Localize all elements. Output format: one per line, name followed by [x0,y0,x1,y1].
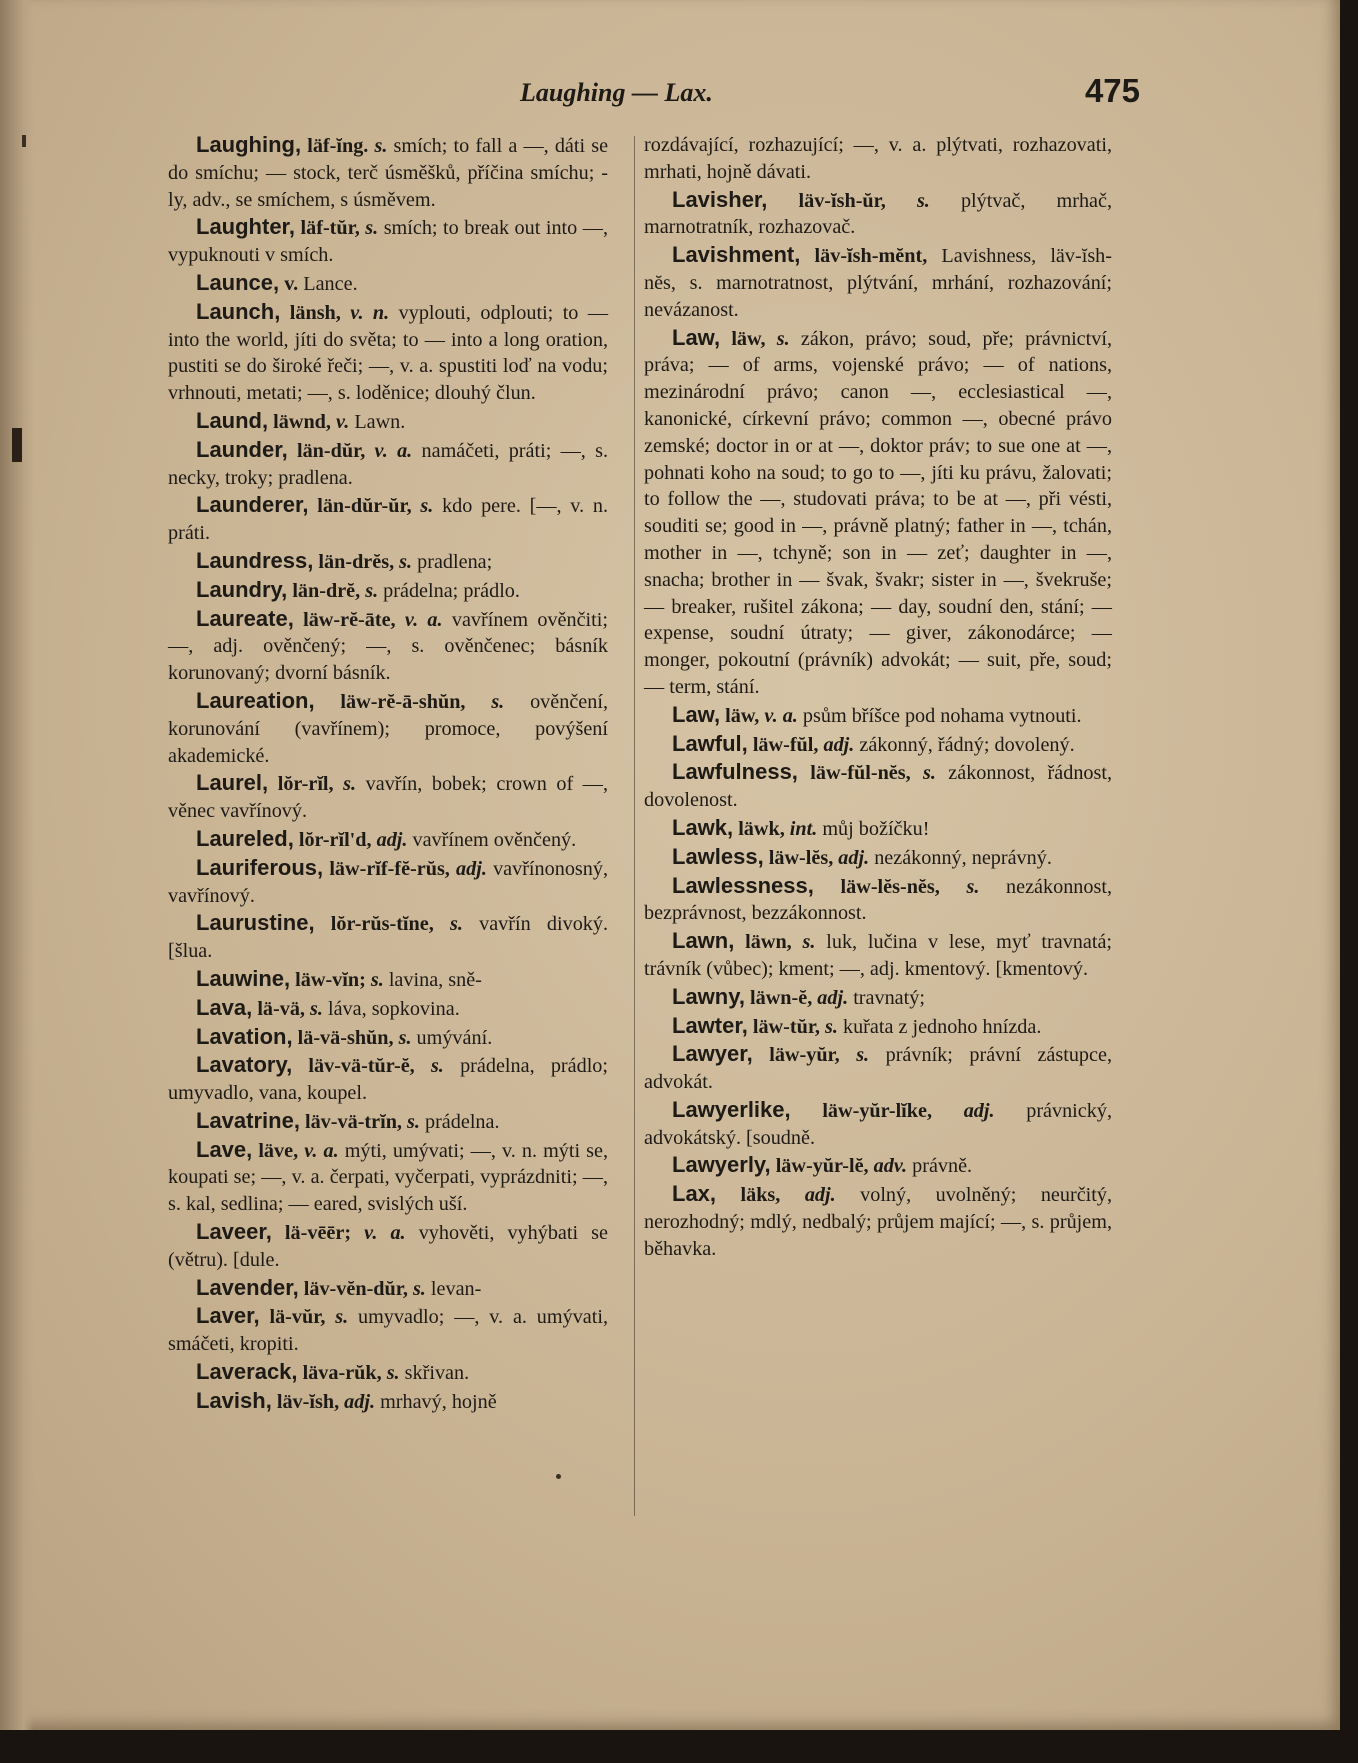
pronunciation: läw-fŭl-nĕs, [810,762,911,785]
dictionary-entry [168,408,608,437]
part-of-speech: s. [370,968,384,991]
dictionary-entry [168,910,608,966]
dictionary-entry [644,1013,1112,1042]
dictionary-entry [168,299,608,408]
dictionary-entry [168,1024,608,1053]
pronunciation: läw-yŭr-lĭke, [822,1099,933,1122]
pronunciation: läf-tŭr, [300,217,360,240]
pronunciation: läv-vä-trĭn, [304,1110,402,1133]
part-of-speech: s. [491,690,505,713]
definition: mrhavý, hojně [380,1390,497,1413]
right-column [644,132,1112,1264]
dictionary-entry [168,688,608,770]
dictionary-entry [644,873,1112,929]
pronunciation: lŏr-rŭs-tĭne, [330,913,434,936]
pronunciation: läwnd, [273,410,331,433]
definition: zákonnost, řádnost, dovolenost. [644,762,1113,812]
headword: Lavatrine, [196,1107,300,1133]
headword: Lawk, [672,814,734,840]
pronunciation: läw-yŭr-lĕ, [775,1155,869,1178]
headword: Lauwine, [196,965,291,991]
pronunciation: läv-ĭsh, [276,1390,340,1413]
dictionary-entry [644,1152,1112,1181]
headword: Laurel, [196,770,269,796]
definition: Lance. [303,272,358,295]
definition: právně. [912,1155,973,1178]
dictionary-entry [168,995,608,1024]
headword: Lawful, [672,730,748,756]
pronunciation: län-drĕ, [292,579,361,602]
pronunciation: lä-vŭr, [269,1306,326,1329]
part-of-speech: s. [310,997,323,1020]
pronunciation: läw-rĕ-āte, [303,608,396,631]
headword: Lava, [196,994,253,1020]
definition: můj božíčku! [822,817,930,840]
definition: nezákonnost, bezprávnost, bezzákonnost. [644,875,1113,925]
definition: smích; to break out into —, vypuknouti v smích. [168,217,608,267]
part-of-speech: s. [386,1362,400,1385]
headword: Laundress, [196,547,314,573]
headword: Lawter, [672,1012,748,1038]
pronunciation: län-drĕs, [318,550,395,573]
dictionary-entry [168,492,608,548]
headword: Lavisher, [672,186,768,212]
part-of-speech: v. a. [404,608,443,631]
headword: Laureation, [196,687,315,713]
definition: rozdávající, rozhazující; —, v. a. plýtvati, rozhazovati, mrhati, hojně dávati. [644,134,1112,183]
headword: Lawyerly, [672,1152,771,1178]
pronunciation: v. [284,272,299,295]
definition: vavřínem ověnčený. [412,828,577,851]
dictionary-entry [168,855,608,911]
definition: láva, sopkovina. [327,997,460,1020]
definition: umývání. [416,1026,493,1049]
dictionary-entry [168,270,608,299]
part-of-speech: v. a. [304,1139,339,1162]
pronunciation: läf-ĭng. [307,135,369,157]
definition: kdo pere. [—, v. n. práti. [168,495,609,545]
dictionary-entry [168,770,608,826]
part-of-speech: s. [407,1110,420,1133]
margin-tick [22,135,26,147]
part-of-speech: s. [343,773,357,796]
pronunciation: läw-vĭn; [295,968,366,991]
pronunciation: läks, [740,1184,781,1207]
headword: Laverack, [196,1359,298,1385]
definition: vavřín divoký. [šlua. [168,913,609,963]
part-of-speech: s. [923,762,936,785]
part-of-speech: s. [776,327,790,350]
definition: plýtvač, mrhač, marnotratník, rozhazovač. [644,189,1113,239]
headword: Law, [672,701,721,727]
dictionary-entry [168,606,608,688]
part-of-speech: s. [449,913,463,936]
dictionary-entry [168,214,608,270]
definition: lavina, sně- [388,968,482,991]
headword: Lavatory, [196,1052,293,1078]
definition: vavřínem ověnčiti; —, adj. ověnčený; —, s. ověnčenec; básník korunovaný; dvorní básník. [168,608,608,685]
book-spine-shadow [0,0,34,1730]
headword: Lawyerlike, [672,1096,791,1122]
definition: luk, lučina v lese, myť travnatá; trávník (vůbec); kment; —, adj. kmentový. [kmentový. [644,931,1113,980]
definition: nezákonný, neprávný. [874,846,1052,869]
dictionary-entry [644,731,1112,760]
dictionary-entry [168,1219,608,1275]
definition: travnatý; [853,986,925,1009]
left-column [168,132,608,1417]
dictionary-entry [168,1359,608,1388]
pronunciation: läw-tŭr, [752,1015,820,1038]
headword: Lawn, [672,928,735,954]
dictionary-entry [644,187,1112,243]
dictionary-entry [168,577,608,606]
part-of-speech: s. [430,1055,444,1078]
headword: Lauriferous, [196,854,324,880]
dictionary-entry [168,826,608,855]
headword: Laureate, [196,605,294,631]
headword: Laveer, [196,1219,272,1245]
part-of-speech: v. a. [364,1222,406,1245]
definition: zákon, právo; soud, pře; právnictví, práva; — of arms, vojenské právo; — of nations, mezinárodní právo; canon —, ecclesiastical —, kanonické, církevní právo; common —, obecné právo zemské; doctor in or at —, doktor práv; to sue one at —, pohnati koho na soud; to go to —, jíti ku právu, žalovati; to follow the —, studovati práva; to be at —, při vésti, souditi se; good in —, právně platný; father in —, tchán, mother in —, tchyně; son in — zeť; daughter in —, snacha; brother in — švak, švakr; sister in —, švekruše; — breaker, rušitel zákona; — day, soudní den, stání; — expense, soudní útraty; — giver, zákonodárce; — monger, pokoutní (právník) advokát; — suit, pře, soud; — term, stání. [644,327,1113,698]
headword: Launder, [196,436,288,462]
definition: smích; to fall a —, dáti se do smíchu; — stock, terč úsměšků, příčina smíchu; -ly, adv., se smíchem, s úsměvem. [168,135,609,211]
dictionary-entry [644,325,1112,702]
part-of-speech: adj. [456,857,487,880]
headword: Laughing, [196,132,302,157]
part-of-speech: s. [825,1015,838,1038]
definition: psům bříšce pod nohama vytnouti. [802,704,1082,727]
part-of-speech: adv. [873,1155,908,1178]
headword: Lavish, [196,1387,272,1413]
pronunciation: läve, [258,1139,299,1162]
headword: Laureled, [196,825,294,851]
headword: Lawlessness, [672,872,814,898]
part-of-speech: v. n. [350,301,390,324]
definition: vavřínonosný, vavřínový. [168,857,609,907]
pronunciation: läwn, [745,931,792,954]
dictionary-entry [644,844,1112,873]
part-of-speech: adj. [804,1184,836,1207]
dictionary-entry [644,815,1112,844]
stray-dot [556,1474,561,1479]
pronunciation: läwk, [738,817,785,840]
dictionary-entry [168,1108,608,1137]
definition: Lavishness, läv-ĭsh-nĕs, s. marnotratnost, plýtvání, mrhání, rozhazování; nevázanost. [644,245,1112,321]
definition: namáčeti, práti; —, s. necky, troky; pradlena. [168,439,609,489]
definition: právnický, advokátský. [soudně. [644,1099,1112,1149]
part-of-speech: adj. [344,1390,376,1413]
pronunciation: länsh, [289,301,341,324]
definition: Lawn. [354,410,406,433]
headword: Lavation, [196,1023,293,1049]
part-of-speech: s. [365,579,379,602]
definition: prádelna; prádlo. [383,579,520,602]
part-of-speech: s. [420,495,434,518]
dictionary-entry [644,928,1112,984]
part-of-speech: s. [412,1277,426,1300]
headword: Lawfulness, [672,759,798,785]
headword: Launce, [196,269,280,295]
definition: kuřata z jednoho hnízda. [842,1015,1042,1038]
headword: Lawless, [672,843,764,869]
definition: vyhověti, vyhýbati se (větru). [dule. [168,1222,608,1271]
headword: Law, [672,324,721,350]
pronunciation: läwn-ĕ, [750,986,813,1009]
dictionary-entry [644,1097,1112,1153]
dictionary-entry [644,984,1112,1013]
definition: pradlena; [417,550,493,573]
pronunciation: läv-vĕn-dŭr, [303,1277,408,1300]
part-of-speech: v. a. [764,704,798,727]
dictionary-entry [644,1041,1112,1097]
part-of-speech: s. [916,189,930,212]
part-of-speech: s. [966,875,980,898]
headword: Laund, [196,407,269,433]
headword: Lavender, [196,1274,299,1300]
page-number: 475 [1084,72,1140,109]
page-header [190,72,1140,114]
headword: Lawny, [672,983,745,1009]
pronunciation: läv-ĭsh-ŭr, [798,189,886,212]
part-of-speech: int. [789,817,818,840]
definition: vyplouti, odplouti; to — into the world, jíti do světa; to — into a long oration, pustiti se do široké řeči; —, v. a. spustiti loď na vodu; vrhnouti, metati; —, s. loděnice; dlouhý člun. [168,301,609,405]
pronunciation: läw-rĕ-ā-shŭn, [340,690,466,713]
pronunciation: läw-yŭr, [769,1044,840,1067]
headword: Lawyer, [672,1041,753,1067]
pronunciation: läw-rĭf-fĕ-rŭs, [329,857,450,880]
part-of-speech: adj. [963,1099,995,1122]
pronunciation: läw-lĕs-nĕs, [840,875,940,898]
definition: skřivan. [404,1362,470,1385]
pronunciation: län-dŭr, [296,439,366,462]
dictionary-entry [168,1303,608,1359]
part-of-speech: v. [336,410,350,433]
pronunciation: lä-vä-shŭn, [297,1026,394,1049]
headword: Laurustine, [196,910,315,936]
pronunciation: lŏr-rĭl'd, [298,828,372,851]
dictionary-entry [644,702,1112,731]
margin-mark [12,428,22,462]
headword: Laundry, [196,576,288,602]
part-of-speech: s. [856,1044,870,1067]
definition: prádelna, prádlo; umyvadlo, vana, koupel. [168,1055,609,1105]
dictionary-entry [168,1052,608,1108]
headword: Lavishment, [672,242,801,268]
pronunciation: läw, [725,704,760,727]
dictionary-entry [168,132,608,214]
dictionary-entry [168,1275,608,1304]
part-of-speech: s. [802,931,816,954]
headword: Launch, [196,298,281,324]
headword: Lax, [672,1181,717,1207]
dictionary-entry [168,437,608,493]
dictionary-entry [168,966,608,995]
pronunciation: lä-vēēr; [284,1222,352,1245]
part-of-speech: adj. [823,733,855,756]
definition: volný, uvolněný; neurčitý, nerozhodný; mdlý, nedbalý; průjem mající; —, s. průjem, běhavka. [644,1184,1113,1260]
definition: právník; právní zástupce, advokát. [644,1044,1112,1094]
definition: zákonný, řádný; dovolený. [859,733,1075,756]
definition: levan- [430,1277,482,1300]
headword: Lave, [196,1136,253,1162]
definition: ověnčení, korunování (vavřínem); promoce, povýšení akademické. [168,690,608,767]
dictionary-entry [168,1137,608,1219]
running-title: Laughing — Lax. [520,78,713,107]
part-of-speech: v. a. [374,439,413,462]
pronunciation: läv-ĭsh-mĕnt, [814,245,928,268]
dictionary-entry [644,132,1112,187]
dictionary-entry [644,759,1112,815]
pronunciation: läw-fŭl, [752,733,819,756]
part-of-speech: adj. [817,986,849,1009]
headword: Launderer, [196,492,309,518]
part-of-speech: adj. [376,828,408,851]
dictionary-entry [168,548,608,577]
dictionary-entry [644,1181,1112,1263]
definition: umyvadlo; —, v. a. umývati, smáčeti, kropiti. [168,1306,609,1356]
definition: vavřín, bobek; crown of —, věnec vavřínový. [168,773,609,823]
pronunciation: lä-vä, [257,997,305,1020]
headword: Laughter, [196,214,296,240]
part-of-speech: s. [398,1026,412,1049]
pronunciation: läv-vä-tŭr-ĕ, [308,1055,415,1078]
pronunciation: läw, [731,327,766,350]
part-of-speech: s. [374,135,388,157]
part-of-speech: s. [365,217,379,240]
part-of-speech: s. [399,550,413,573]
pronunciation: län-dŭr-ŭr, [317,495,412,518]
part-of-speech: adj. [838,846,870,869]
pronunciation: läva-rŭk, [302,1362,382,1385]
dictionary-entry [168,1388,608,1417]
pronunciation: lŏr-rĭl, [277,773,334,796]
definition: prádelna. [424,1110,500,1133]
column-divider [634,136,635,1516]
pronunciation: läw-lĕs, [768,846,834,869]
definition: mýti, umývati; —, v. n. mýti se, koupati se; —, v. a. čerpati, vyčerpati, vyprázdniti; —, s. kal, sedlina; — eared, svislých uší. [168,1139,609,1216]
part-of-speech: s. [335,1306,349,1329]
headword: Laver, [196,1303,260,1329]
dictionary-entry [644,242,1112,324]
